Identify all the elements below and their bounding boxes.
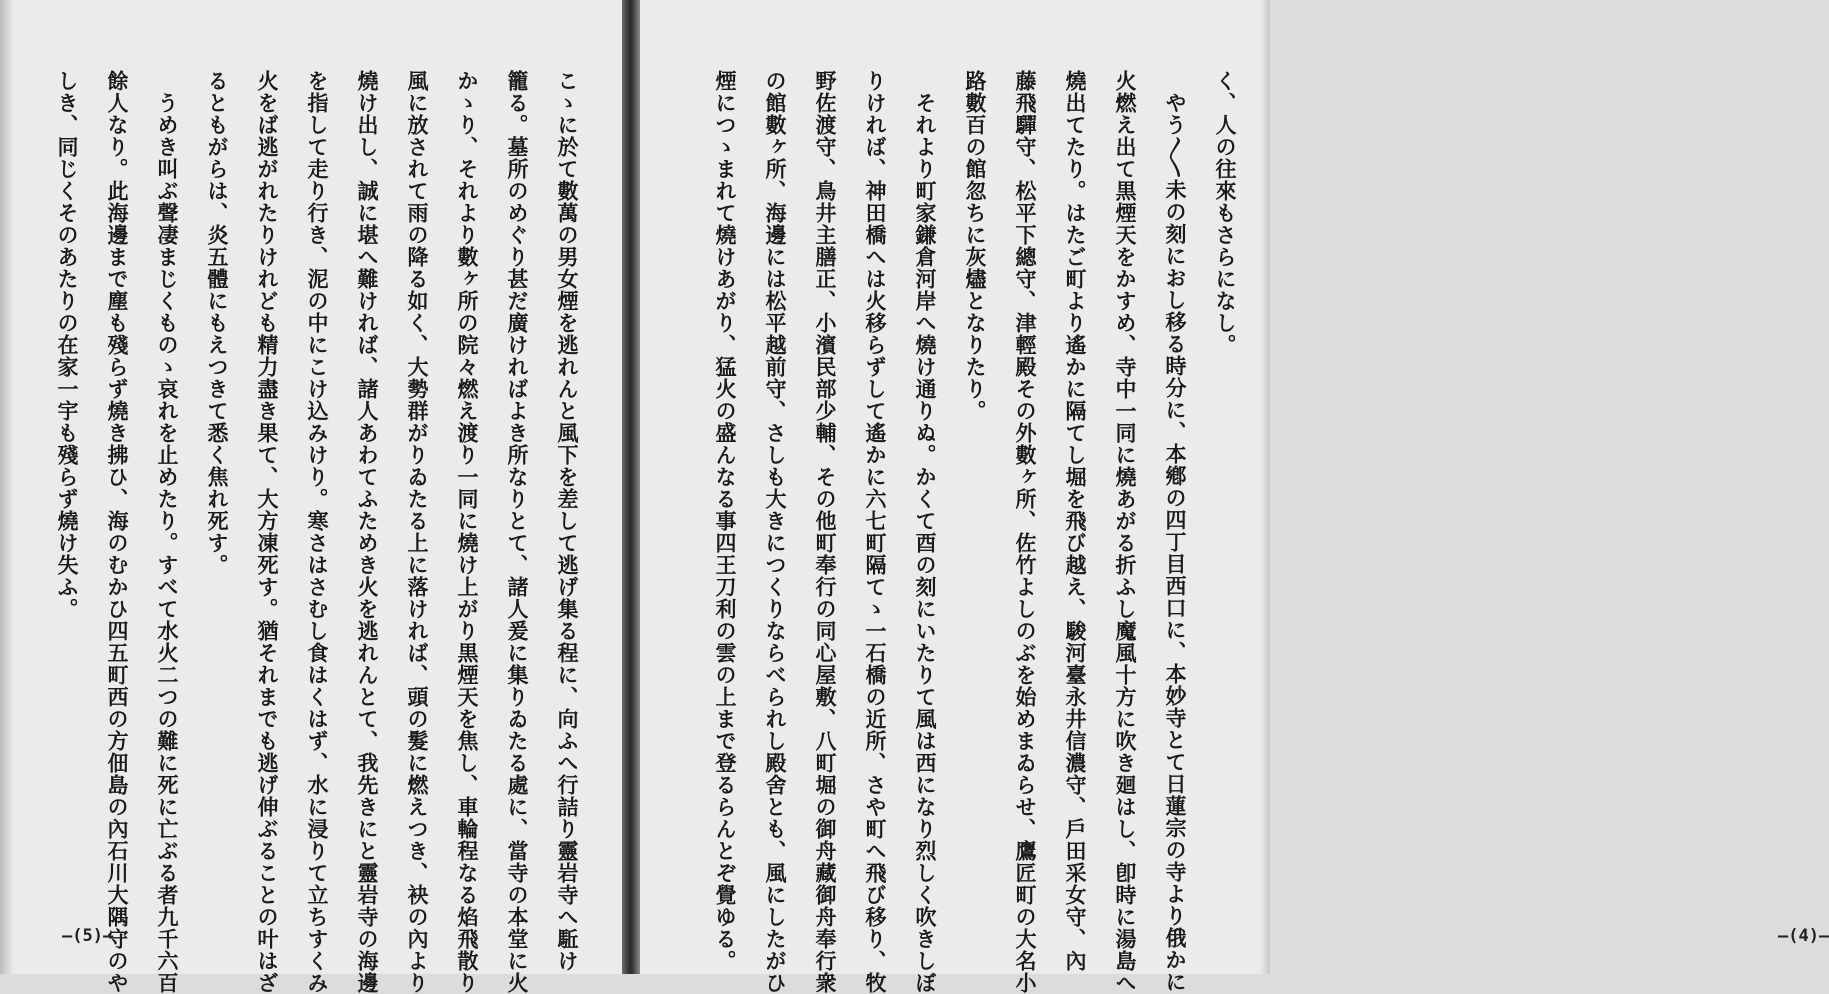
text-line: それより町家鎌倉河岸へ燒け通りぬ。かくて酉の刻にいたりて風は西になり烈しく吹きしぼ <box>913 70 938 994</box>
text-line: 野佐渡守、鳥井主膳正、小濱民部少輔、その他町奉行の同心屋敷、八町堀の御舟藏御舟奉行衆 <box>813 70 838 994</box>
text-line: 燒出てたり。はたご町より遙かに隔てし堀を飛び越え、駿河臺永井信濃守、戶田采女守、內 <box>1063 70 1088 972</box>
right-page-body <box>680 70 1250 994</box>
text-line: 風に放されて雨の降る如く、大勢群がりゐたる上に落ければ、頭の髮に燃えつき、袂の內より <box>405 70 430 994</box>
book-gutter <box>622 0 640 974</box>
right-page-edge <box>1260 0 1270 974</box>
text-line: こゝに於て數萬の男女煙を逃れんと風下を差して逃げ集る程に、向ふへ行詰り靈岩寺へ駈け <box>555 70 580 972</box>
text-line: りければ、神田橋へは火移らずして遙かに六七町隔てゝ一石橋の近所、さや町へ飛び移り、牧 <box>863 70 888 994</box>
text-line: の館數ヶ所、海邊には松平越前守、さしも大きにつくりならべられし殿舍とも、風にしたがひ <box>763 70 788 994</box>
text-line: く、人の往來もさらになし。 <box>1213 70 1238 356</box>
text-line: を指して走り行き、泥の中にこけ込みけり。寒さはさむし食はくはず、水に浸りて立ちすくみ <box>305 70 330 994</box>
text-line: うめき叫ぶ聲凄まじくものゝ哀れを止めたり。すべて水火二つの難に死に亡ぶる者九千六百 <box>155 70 180 994</box>
text-line: 煙につゝまれて燒けあがり、猛火の盛んなる事四王刀利の雲の上まで登るらんとぞ覺ゆる。 <box>713 70 738 972</box>
left-page <box>0 0 622 994</box>
text-line: 燒け出し、誠に堪へ難ければ、諸人あわてふためき火を逃れんとて、我先きにと靈岩寺の海邊 <box>355 70 380 994</box>
text-line: るともがらは、炎五體にもえつきて悉く焦れ死す。 <box>205 70 230 576</box>
right-page <box>640 0 1829 994</box>
page-number-right: —(4)— <box>1778 926 1829 946</box>
text-line: 火燃え出て黒煙天をかすめ、寺中一同に燒あがる折ふし魔風十方に吹き廻はし、卽時に湯島へ <box>1113 70 1138 994</box>
text-line: やう〳〵未の刻におし移る時分に、本鄕の四丁目西口に、本妙寺とて日蓮宗の寺より俄かに <box>1163 70 1188 993</box>
text-line: 餘人なり。此海邊まで塵も殘らず燒き拂ひ、海のむかひ四五町西の方佃島の內石川大隅守のや <box>105 70 130 994</box>
text-line: 火をば逃がれたりけれども精力盡き果て、大方凍死す。猶それまでも逃げ伸ぶることの叶はざ <box>255 70 280 994</box>
left-page-edge <box>0 0 14 974</box>
text-line: かゝり、それより數ヶ所の院々燃え渡り一同に燒け上がり黒煙天を焦し、車輪程なる焰飛散り <box>455 70 480 994</box>
text-line: 路數百の館忽ちに灰燼となりたり。 <box>963 70 988 422</box>
text-line: 藤飛驒守、松平下總守、津輕殿その外數ヶ所、佐竹よしのぶを始めまゐらせ、鷹匠町の大名小 <box>1013 70 1038 994</box>
page-number-left: —(5)— <box>62 926 114 946</box>
text-line: しき、同じくそのあたりの在家一宇も殘らず燒け失ふ。 <box>55 70 80 620</box>
text-line: 籠る。墓所のめぐり甚だ廣ければよき所なりとて、諸人爰に集りゐたる處に、當寺の本堂に火 <box>505 70 530 994</box>
left-page-body <box>32 70 592 994</box>
